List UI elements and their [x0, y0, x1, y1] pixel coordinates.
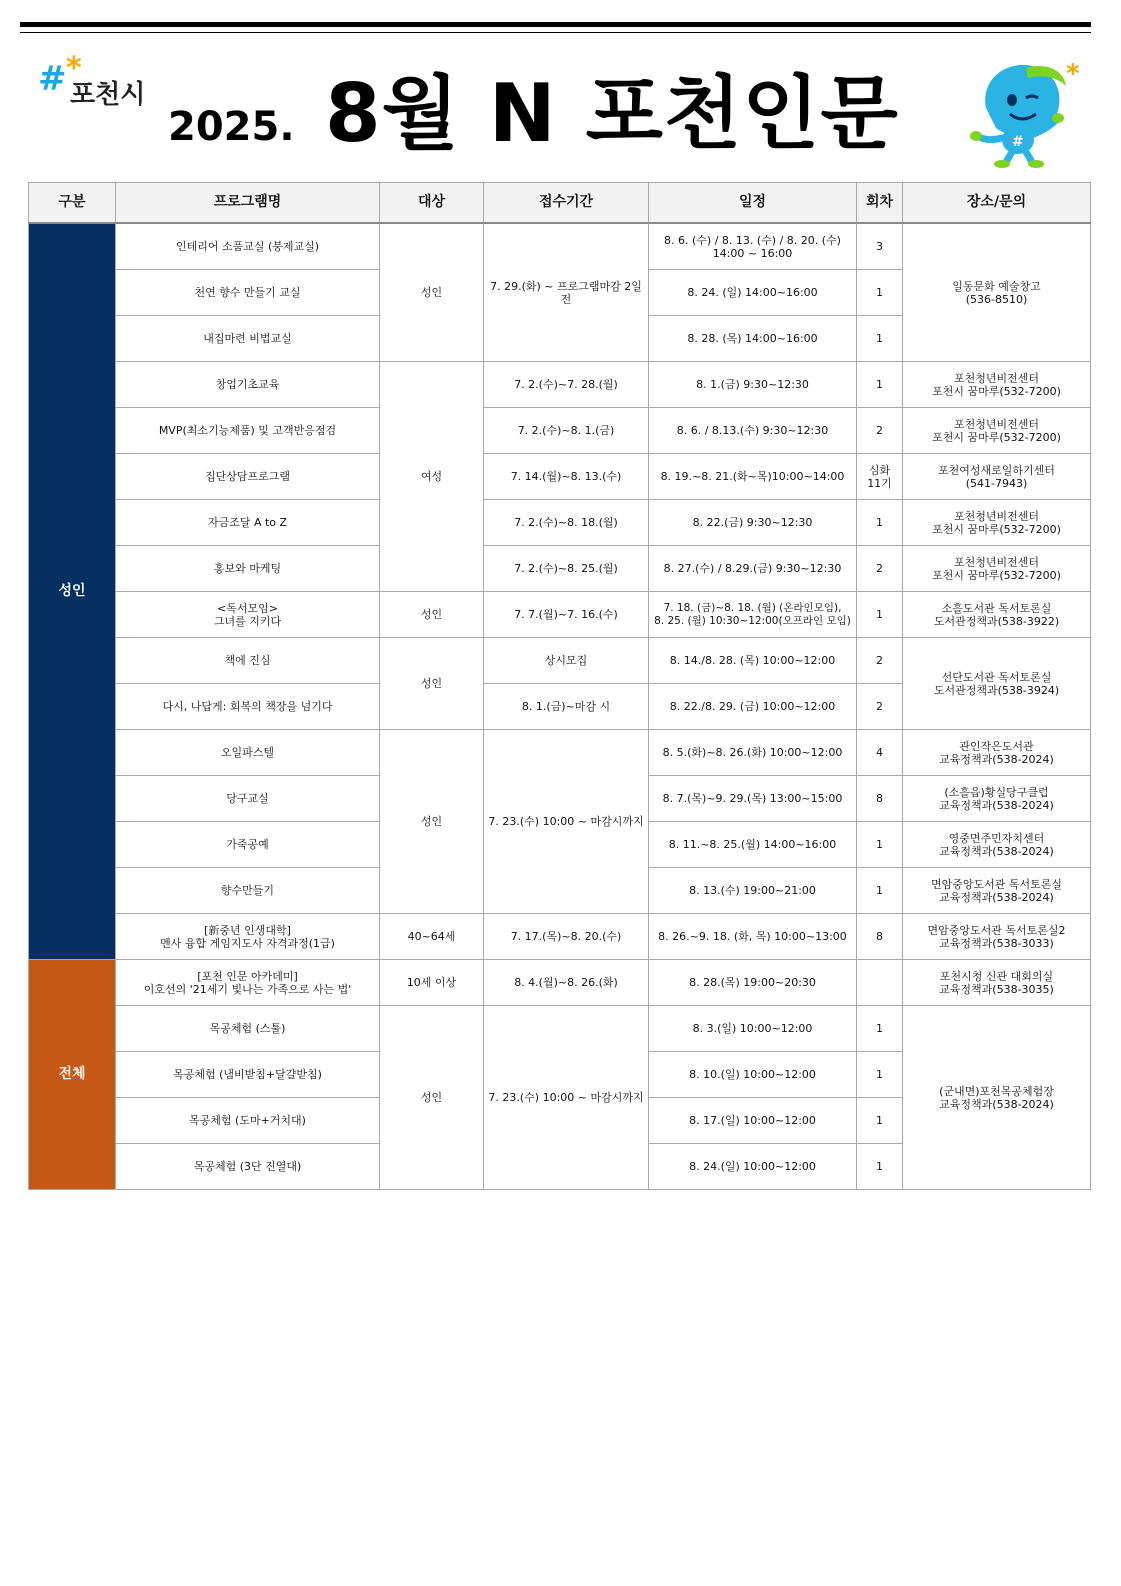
program-name: 목공체험 (스툴)	[116, 1006, 380, 1052]
schedule: 8. 22.(금) 9:30~12:30	[649, 500, 857, 546]
period: 상시모집	[484, 638, 649, 684]
session-count: 8	[857, 914, 903, 960]
session-count: 1	[857, 592, 903, 638]
schedule: 8. 11.~8. 25.(월) 14:00~16:00	[649, 822, 857, 868]
schedule: 8. 7.(목)~9. 29.(목) 13:00~15:00	[649, 776, 857, 822]
program-name: 천연 향수 만들기 교실	[116, 270, 380, 316]
col-header-period: 접수기간	[484, 183, 649, 224]
table-row	[29, 223, 1091, 270]
period: 7. 2.(수)~7. 28.(월)	[484, 362, 649, 408]
asterisk-mark: *	[66, 51, 82, 86]
period: 7. 23.(수) 10:00 ~ 마감시까지	[484, 1006, 649, 1190]
schedule: 8. 6. / 8.13.(수) 9:30~12:30	[649, 408, 857, 454]
program-name: 다시, 나답게: 회복의 책장을 넘기다	[116, 684, 380, 730]
session-count: 1	[857, 1006, 903, 1052]
svg-text:#: #	[1012, 134, 1024, 150]
place: 선단도서관 독서토론실 도서관정책과(538-3924)	[903, 638, 1091, 730]
program-name: 목공체험 (냄비받침+달걀받침)	[116, 1052, 380, 1098]
mascot-icon	[966, 58, 1084, 168]
place: 영중면주민자치센터 교육정책과(538-2024)	[903, 822, 1091, 868]
period: 7. 17.(목)~8. 20.(수)	[484, 914, 649, 960]
place: (군내면)포천목공체험장 교육정책과(538-2024)	[903, 1006, 1091, 1190]
session-count: 2	[857, 638, 903, 684]
period: 8. 4.(월)~8. 26.(화)	[484, 960, 649, 1006]
col-header-count: 회차	[857, 183, 903, 224]
schedule: 8. 24. (일) 14:00~16:00	[649, 270, 857, 316]
place: 소흘도서관 독서토론실 도서관정책과(538-3922)	[903, 592, 1091, 638]
target: 성인	[380, 223, 484, 362]
place: 포천시청 신관 대회의실 교육정책과(538-3035)	[903, 960, 1091, 1006]
program-name: MVP(최소기능제품) 및 고객반응점검	[116, 408, 380, 454]
program-name: 인테리어 소품교실 (붕제교실)	[116, 223, 380, 270]
program-name: 목공체험 (3단 진열대)	[116, 1144, 380, 1190]
category-adult: 성인	[29, 223, 116, 960]
session-count: 2	[857, 546, 903, 592]
period: 7. 23.(수) 10:00 ~ 마감시까지	[484, 730, 649, 914]
schedule: 8. 24.(일) 10:00~12:00	[649, 1144, 857, 1190]
col-header-category: 구분	[29, 183, 116, 224]
table-row	[29, 362, 1091, 408]
session-count: 1	[857, 1052, 903, 1098]
session-count: 1	[857, 822, 903, 868]
program-name: 집단상담프로그램	[116, 454, 380, 500]
schedule: 8. 27.(수) / 8.29.(금) 9:30~12:30	[649, 546, 857, 592]
program-name: [新중년 인생대학] 멘사 융합 게임지도사 자격과정(1급)	[116, 914, 380, 960]
page-title: 8월 N 포천인문	[325, 67, 899, 160]
target: 여성	[380, 362, 484, 592]
period: 7. 7.(월)~7. 16.(수)	[484, 592, 649, 638]
table-row	[29, 730, 1091, 776]
table-row	[29, 408, 1091, 454]
category-all: 전체	[29, 960, 116, 1190]
schedule: 8. 13.(수) 19:00~21:00	[649, 868, 857, 914]
session-count: 1	[857, 316, 903, 362]
table-row	[29, 960, 1091, 1006]
schedule: 8. 1.(금) 9:30~12:30	[649, 362, 857, 408]
session-count: 1	[857, 362, 903, 408]
schedule: 8. 28.(목) 19:00~20:30	[649, 960, 857, 1006]
schedule: 8. 26.~9. 18. (화, 목) 10:00~13:00	[649, 914, 857, 960]
program-name: 당구교실	[116, 776, 380, 822]
session-count: 2	[857, 408, 903, 454]
schedule: 7. 18. (금)~8. 18. (월) (온라인모임), 8. 25. (월) 10:30~12:00(오프라인 모임)	[649, 592, 857, 638]
period: 7. 29.(화) ~ 프로그램마감 2일전	[484, 223, 649, 362]
period: 7. 2.(수)~8. 1.(금)	[484, 408, 649, 454]
program-name: 홍보와 마케팅	[116, 546, 380, 592]
col-header-place: 장소/문의	[903, 183, 1091, 224]
session-count: 1	[857, 868, 903, 914]
program-name: [포천 인문 아카데미] 이호선의 '21세기 빛나는 가족으로 사는 법'	[116, 960, 380, 1006]
target: 40~64세	[380, 914, 484, 960]
table-row	[29, 914, 1091, 960]
target: 성인	[380, 592, 484, 638]
top-rule-thin	[20, 32, 1091, 33]
program-name: 내집마련 비법교실	[116, 316, 380, 362]
session-count: 심화 11기	[857, 454, 903, 500]
hash-mark: #	[38, 59, 67, 99]
schedule: 8. 5.(화)~8. 26.(화) 10:00~12:00	[649, 730, 857, 776]
svg-text:*: *	[1066, 59, 1080, 89]
table-row	[29, 546, 1091, 592]
place: 면암중앙도서관 독서토론실2 교육정책과(538-3033)	[903, 914, 1091, 960]
program-name: 목공체험 (도마+거치대)	[116, 1098, 380, 1144]
page-year: 2025.	[168, 104, 295, 150]
program-name: 책에 진심	[116, 638, 380, 684]
period: 7. 2.(수)~8. 25.(월)	[484, 546, 649, 592]
table-row	[29, 1006, 1091, 1052]
session-count	[857, 960, 903, 1006]
top-rule-thick	[20, 22, 1091, 27]
target: 10세 이상	[380, 960, 484, 1006]
program-name: 창업기초교육	[116, 362, 380, 408]
period: 8. 1.(금)~마감 시	[484, 684, 649, 730]
col-header-schedule: 일정	[649, 183, 857, 224]
session-count: 1	[857, 270, 903, 316]
table-header-row	[29, 183, 1091, 224]
table-row	[29, 454, 1091, 500]
program-name: 향수만들기	[116, 868, 380, 914]
program-name: 오일파스텔	[116, 730, 380, 776]
period: 7. 14.(월)~8. 13.(수)	[484, 454, 649, 500]
session-count: 1	[857, 1098, 903, 1144]
place: (소흘읍)황실당구클럽 교육정책과(538-2024)	[903, 776, 1091, 822]
place: 일동문화 예술창고 (536-8510)	[903, 223, 1091, 362]
col-header-program: 프로그램명	[116, 183, 380, 224]
place: 포천청년비전센터 포천시 꿈마루(532-7200)	[903, 408, 1091, 454]
schedule: 8. 14./8. 28. (목) 10:00~12:00	[649, 638, 857, 684]
schedule: 8. 6. (수) / 8. 13. (수) / 8. 20. (수) 14:00 ~ 16:00	[649, 223, 857, 270]
schedule: 8. 28. (목) 14:00~16:00	[649, 316, 857, 362]
schedule: 8. 22./8. 29. (금) 10:00~12:00	[649, 684, 857, 730]
session-count: 3	[857, 223, 903, 270]
place: 면암중앙도서관 독서토론실 교육정책과(538-2024)	[903, 868, 1091, 914]
program-schedule-table	[28, 182, 1091, 1190]
table-row	[29, 638, 1091, 684]
schedule: 8. 19.~8. 21.(화~목)10:00~14:00	[649, 454, 857, 500]
target: 성인	[380, 638, 484, 730]
program-name: 가죽공예	[116, 822, 380, 868]
target: 성인	[380, 730, 484, 914]
logo-text: 포천시	[70, 80, 146, 110]
target: 성인	[380, 1006, 484, 1190]
schedule: 8. 3.(일) 10:00~12:00	[649, 1006, 857, 1052]
place: 포천청년비전센터 포천시 꿈마루(532-7200)	[903, 362, 1091, 408]
period: 7. 2.(수)~8. 18.(월)	[484, 500, 649, 546]
session-count: 4	[857, 730, 903, 776]
place: 포천청년비전센터 포천시 꿈마루(532-7200)	[903, 546, 1091, 592]
schedule: 8. 10.(일) 10:00~12:00	[649, 1052, 857, 1098]
place: 관인작은도서관 교육정책과(538-2024)	[903, 730, 1091, 776]
place: 포천청년비전센터 포천시 꿈마루(532-7200)	[903, 500, 1091, 546]
session-count: 1	[857, 500, 903, 546]
session-count: 8	[857, 776, 903, 822]
table-row	[29, 500, 1091, 546]
col-header-target: 대상	[380, 183, 484, 224]
session-count: 2	[857, 684, 903, 730]
table-row	[29, 592, 1091, 638]
program-name: 자금조달 A to Z	[116, 500, 380, 546]
place: 포천여성새로일하기센터 (541-7943)	[903, 454, 1091, 500]
program-name: <독서모임> 그녀를 지키다	[116, 592, 380, 638]
session-count: 1	[857, 1144, 903, 1190]
schedule: 8. 17.(일) 10:00~12:00	[649, 1098, 857, 1144]
